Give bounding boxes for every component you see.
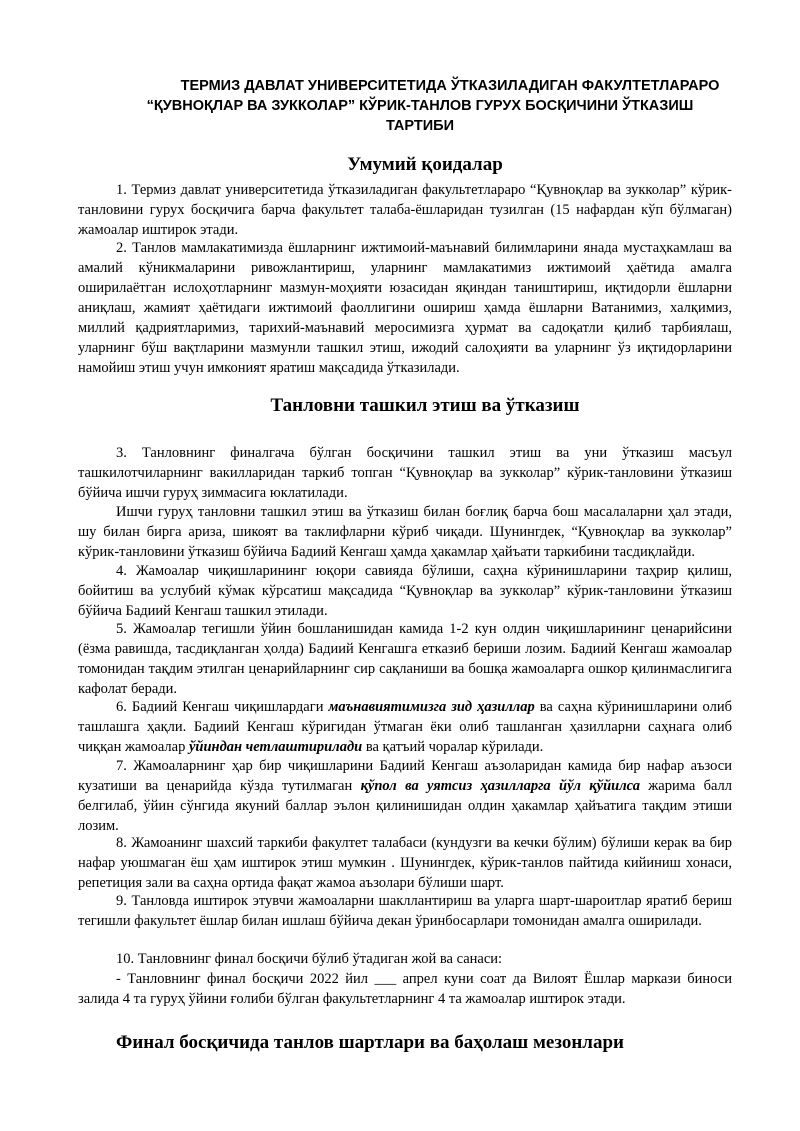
p7-text-c: жарима балл белгилаб, ўйин сўнгида якуний баллар эълон қилинишидан олдин ҳакамлар ҳайъатига тақдим этиши лозим. xyxy=(78,778,732,834)
paragraph-4: 4. Жамоалар чиқишларининг юқори савияда бўлиши, саҳна кўринишларини таҳрир қилиш, бойитиш ва услубий кўмак кўрсатиш мақсадида “Қувноқлар ва зукколар” кўрик-танловини ўтказиш бўйича Бадиий Кенгаш ташкил этилади. xyxy=(78,563,732,619)
document-title xyxy=(100,76,740,136)
paragraph-5: 5. Жамоалар тегишли ўйин бошланишидан камида 1-2 кун олдин чиқишларининг ценарийсини (ёзма равишда, тасдиқланган ҳолда) Бадиий Кенгашга етказиб бериши лозим. Бадиий Кенгаш жамоалар томонидан тақдим этилган ценарийларнинг сир сақланиши ва бошқа жамоаларга ошкор қилинмаслигига кафолат беради. xyxy=(78,621,732,697)
p6-text-c: ва саҳна кўринишларини олиб ташлашга ҳақли. Бадиий Кенгаш кўригидан ўтмаган ёки олиб ташланган ҳазилларни саҳнага олиб чиққан жамоалар xyxy=(78,699,732,755)
p6-text-a: 6. Бадиий Кенгаш чиқишлардаги xyxy=(116,699,329,715)
paragraph-10-detail: - Танловнинг финал босқичи 2022 йил ___ апрел куни соат да Вилоят Ёшлар маркази биноси залида 4 та гуруҳ ўйини ғолиби бўлган факультетларнинг 4 та жамоалар иштирок этади. xyxy=(78,971,732,1007)
p6-text-e: ва қатъий чоралар кўрилади. xyxy=(362,739,544,755)
p6-emphasis-1: маънавиятимизга зид ҳазиллар xyxy=(328,699,535,715)
title-line-1: ТЕРМИЗ ДАВЛАТ УНИВЕРСИТЕТИДА ЎТКАЗИЛАДИГАН ФАКУЛТЕТЛАРАРО xyxy=(180,78,720,94)
paragraph-9: 9. Танловда иштирок этувчи жамоаларни шакллантириш ва уларга шарт-шароитлар яратиб бериш тегишли факультет ёшлар билан ишлаш бўйича декан ўринбосарлари томонидан амалга оширилади. xyxy=(78,893,732,929)
section-heading-organization: Танловни ташкил этиш ва ўтказиш xyxy=(270,395,580,416)
title-line-3: ТАРТИБИ xyxy=(385,118,455,134)
title-line-2: “ҚУВНОҚЛАР ВА ЗУККОЛАР” КЎРИК-ТАНЛОВ ГУРУХ БОСҚИЧИНИ ЎТКАЗИШ xyxy=(146,98,694,114)
paragraph-10: 10. Танловнинг финал босқичи бўлиб ўтадиган жой ва санаси: xyxy=(116,951,503,967)
section-heading-final-criteria: Финал босқичида танлов шартлари ва баҳолаш мезонлари xyxy=(116,1032,624,1053)
p7-text-a: 7. Жамоаларнинг ҳар бир чиқишларини Бадиий Кенгаш аъзоларидан камида бир нафар аъзоси кузатиши ва ценарийда кўзда тутилмаган xyxy=(78,758,732,794)
paragraph-8: 8. Жамоанинг шахсий таркиби факултет талабаси (кундузги ва кечки бўлим) бўлиши керак ва бир нафар уюшмаган ёш ҳам иштирок этиш мумкин . Шунингдек, кўрик-танлов пайтида кийиниш хонаси, репетиция зали ва саҳна ортида фақат жамоа аъзолари бўлиши шарт. xyxy=(78,835,732,891)
paragraph-3-continued: Ишчи гуруҳ танловни ташкил этиш ва ўтказиш билан боғлиқ барча бош масалаларни ҳал этади, шу билан бирга ариза, шикоят ва таклифларни кўриб чиқади. Шунингдек, “Қувноқлар ва зукколар” кўрик-танловини ўтказиш бўйича Бадиий Кенгаш ҳамда ҳакамлар ҳайъати таркибини тасдиқлайди. xyxy=(78,504,732,560)
paragraph-3: 3. Танловнинг финалгача бўлган босқичини ташкил этиш ва уни ўтказиш масъул ташкилотчиларнинг вакилларидан таркиб топган “Қувноқлар ва зукколар” кўрик-танловини ўтказиш бўйича ишчи гуруҳ зиммасига юклатилади. xyxy=(78,445,732,501)
paragraph-7 xyxy=(78,756,732,836)
p7-emphasis: қўпол ва уятсиз ҳазилларга йўл қўйилса xyxy=(360,778,640,794)
paragraph-1: 1. Термиз давлат университетида ўтказиладиган факультетлараро “Қувноқлар ва зукколар” кўрик-танловини гурух босқичига барча факультет талаба-ёшларидан тузилган (15 нафардан кўп бўлмаган) жамоалар иштирок этади. xyxy=(78,182,732,238)
paragraph-6 xyxy=(78,697,732,757)
paragraph-2: 2. Танлов мамлакатимизда ёшларнинг ижтимоий-маънавий билимларини янада мустаҳкамлаш ва амалий кўникмаларини ривожлантириш, уларнинг мамлакатимиз ижтимоий ҳаётида амалга оширилаётган ислоҳотларнинг мазмун-моҳияти юзасидан яқиндан таништириш, иқтидорли ёшларни аниқлаш, жамият ҳаётидаги ижтимоий фаоллигини ошириш ҳамда ёшларни Ватанимиз, халқимиз, миллий қадриятларимиз, тарихий-маънавий меросимизга ҳурмат ва садоқатли қилиб тарбиялаш, уларнинг бўш вақтларини мазмунли ташкил этиш, ижодий салоҳияти ва уларнинг ўз иқтидорларини намойиш этиш учун имконият яратиш мақсадида ўтказилади. xyxy=(78,240,732,376)
p6-emphasis-2: ўйиндан четлаштирилади xyxy=(188,739,363,755)
section-heading-general-rules: Умумий қоидалар xyxy=(347,154,503,175)
